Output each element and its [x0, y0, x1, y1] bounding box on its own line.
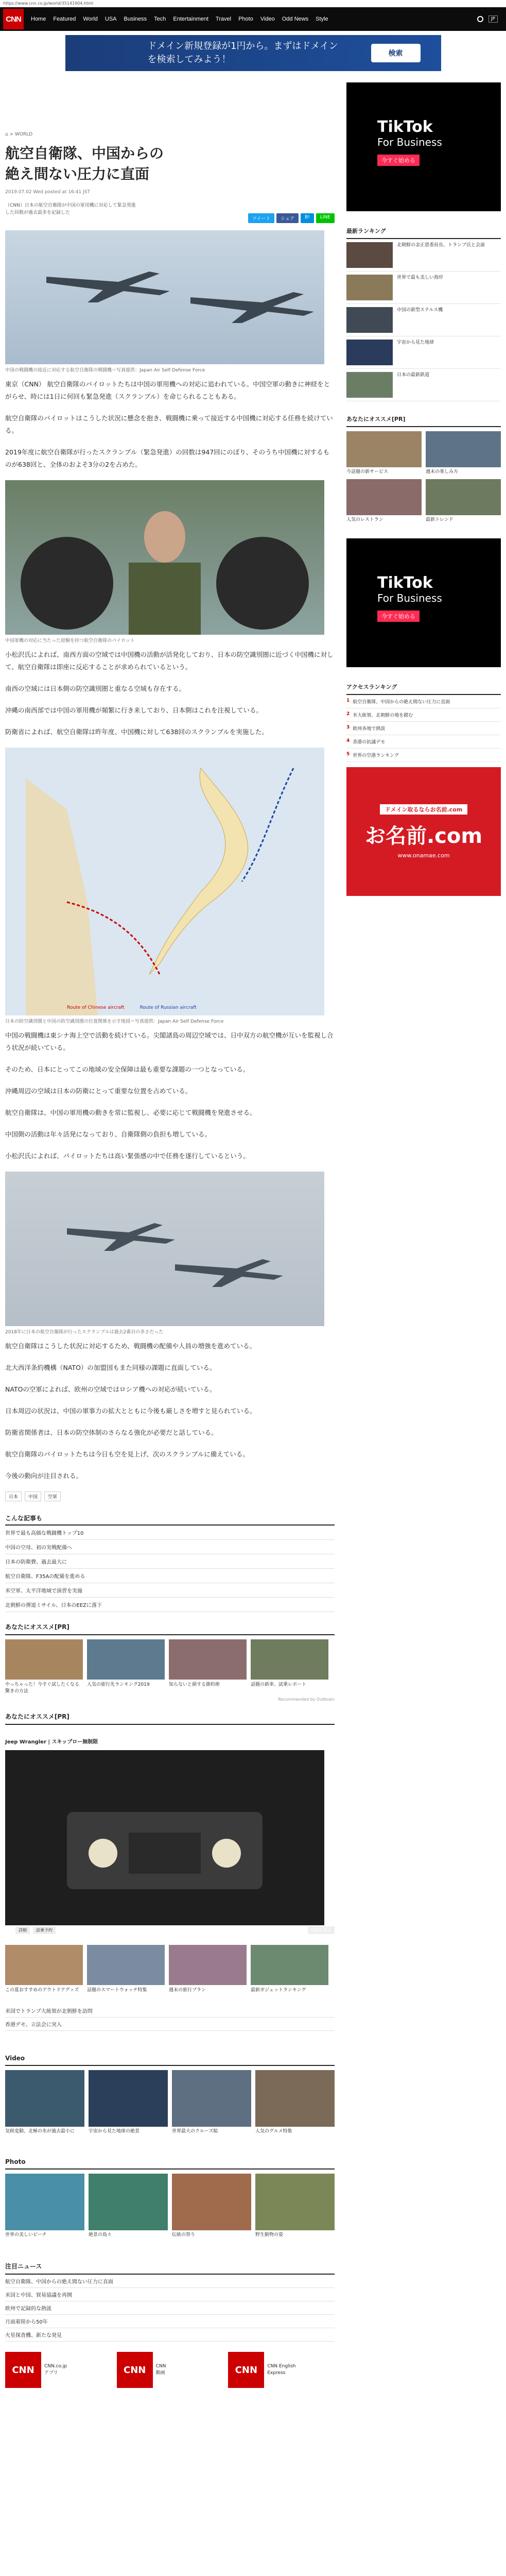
photo-caption: 日本の防空識別圏と中国の防空識別圏の位置関係を示す地図＝写真提供：Japan Air Self Defense Force	[5, 1019, 224, 1024]
article-paragraph: 航空自衛隊はこうした状況に対応するため、戦闘機の配備や人員の増強を進めている。	[5, 1342, 256, 1350]
access-item[interactable]	[346, 722, 501, 735]
ranking-text: 中国の新型ステルス機	[397, 308, 443, 313]
onamae-url: www.onamae.com	[397, 852, 450, 859]
access-item[interactable]	[346, 749, 501, 762]
nav-item[interactable]: USA	[104, 16, 117, 22]
banner-ad-line: を検索してみよう！	[147, 54, 231, 65]
video-text: 気候変動、北極の氷が過去最小に	[5, 2129, 75, 2134]
nav-item[interactable]: Entertainment	[173, 16, 208, 22]
photo-card[interactable]	[89, 2174, 168, 2238]
jeep-tag[interactable]: 詳細	[15, 1926, 30, 1934]
app-line: アプリ	[44, 2370, 58, 2376]
pr-text: 人気のレストラン	[346, 517, 383, 522]
article-paragraph: 小松沢氏によれば、南西方面の空域では中国機の活動が活発化しており、日本の防空識別圏に近づく中国機に対して、航空自衛隊は即座に反応することが求められているという。	[5, 651, 334, 671]
app-line: Express	[267, 2370, 286, 2376]
article-paragraph: 小松沢氏によれば、パイロットたちは高い緊張感の中で任務を遂行しているという。	[5, 1152, 250, 1160]
photo-text: 伝統の祭り	[172, 2232, 196, 2238]
recommend3-row	[5, 1945, 335, 1994]
tiktok-cta[interactable]: 今すぐ始める	[377, 611, 420, 622]
recommend-image	[251, 1639, 328, 1680]
tiktok-title: TikTok	[377, 574, 433, 592]
recommend-card[interactable]	[5, 1945, 83, 1994]
article-paragraph: 中国側の活動は年々活発になっており、自衛隊側の負担も増している。	[5, 1130, 212, 1138]
pr-card[interactable]	[426, 479, 501, 523]
recommend-text: 週末の旅行プラン	[169, 1988, 206, 1993]
main-column	[0, 75, 335, 2388]
ranking-thumb	[346, 275, 393, 300]
twitter-share-button[interactable]: ツイート	[248, 213, 275, 223]
ranking-item[interactable]	[346, 272, 501, 304]
related-title: こんな記事も	[5, 1512, 335, 1526]
video-card[interactable]	[255, 2070, 335, 2134]
map-illustration	[5, 748, 324, 1015]
photo-title: Photo	[5, 2155, 335, 2170]
recommend-card[interactable]	[169, 1945, 247, 1994]
pr-card[interactable]	[346, 431, 422, 475]
access-item[interactable]	[346, 708, 501, 722]
top-banner-ad	[0, 31, 506, 75]
nav-item[interactable]: Home	[31, 16, 46, 22]
app-text	[44, 2363, 67, 2377]
url-bar[interactable]: https://www.cnn.co.jp/world/35141904.html	[0, 0, 506, 7]
banner-ad-line: ドメイン新規登録が1円から。まずはドメイン	[147, 41, 338, 52]
tiktok-subtitle: For Business	[377, 592, 442, 604]
photo-card[interactable]	[5, 2174, 84, 2238]
photo-text: 野生動物の姿	[255, 2232, 284, 2238]
recommend-image	[5, 1945, 83, 1985]
recommend-text: 最新ガジェットランキング	[251, 1988, 306, 1993]
nav-item[interactable]: Photo	[238, 16, 253, 22]
recommend-image	[5, 1639, 83, 1680]
recommend-image	[169, 1945, 247, 1985]
hatena-share-button[interactable]: B!	[301, 213, 314, 223]
related-articles	[5, 1512, 335, 1612]
tiktok-ad-content	[346, 82, 501, 166]
photo-caption: 中国軍機の対応に当たった経験を持つ航空自衛隊のパイロット	[5, 638, 135, 643]
latest-list	[5, 2275, 335, 2342]
related-item[interactable]: 米空軍、太平洋地域で演習を実施	[5, 1583, 335, 1598]
line-share-button[interactable]: LINE	[316, 213, 335, 223]
recommend-image	[87, 1639, 165, 1680]
edition-selector[interactable]: JP	[488, 15, 498, 23]
teaser-line: （CNN）日本の航空自衛隊が中国の軍用機に対応して緊急発進	[5, 203, 136, 208]
rank-text: 世界の空港ランキング	[353, 753, 399, 758]
article-paragraph: 今後の動向が注目される。	[5, 1472, 83, 1480]
ranking-list	[346, 224, 501, 401]
ranking-thumb	[346, 307, 393, 333]
app-text	[267, 2363, 295, 2377]
article-paragraph: 沖縄周辺の空域は日本の防衛にとって重要な位置を占めている。	[5, 1087, 192, 1095]
article-paragraph: 沖縄の南西部では中国の軍用機が頻繁に行き来しており、日本側はこれを注視している。	[5, 706, 263, 714]
main-menu	[31, 16, 328, 22]
app-icon: CNN	[117, 2352, 153, 2388]
recommend-card[interactable]	[5, 1639, 83, 1695]
photo-text: 世界の美しいビーチ	[5, 2232, 47, 2238]
jeep-ad-image	[5, 1750, 324, 1925]
pr-thumb	[346, 479, 422, 515]
ranking-text: 宇宙から見た地球	[397, 340, 434, 345]
jeep-ad-bar	[5, 1925, 335, 1935]
recommend-card[interactable]	[251, 1945, 328, 1994]
latest-title: 注目ニュース	[5, 2259, 335, 2275]
tiktok-ad-content	[346, 538, 501, 622]
recommend2-title: あなたにオススメ[PR]	[5, 1709, 335, 1725]
app-line: 動画	[155, 2370, 165, 2376]
news-item[interactable]: 米国でトランプ大統領が北朝鮮を訪問	[5, 2004, 335, 2018]
article-paragraph: 日本周辺の状況は、中国の軍事力の拡大とともに今後も厳しさを増すと見られている。	[5, 1407, 256, 1415]
cnn-logo[interactable]: CNN	[3, 9, 24, 29]
jeep-illustration	[5, 1750, 324, 1925]
breadcrumb: ⌂ > WORLD	[5, 132, 33, 137]
bottom-news-list	[5, 2004, 335, 2031]
app-icon: CNN	[5, 2352, 41, 2388]
nav-item[interactable]: Featured	[53, 16, 76, 22]
video-thumb	[172, 2070, 251, 2127]
ranking-title: 最新ランキング	[346, 224, 501, 239]
article-photo-jets	[5, 230, 324, 364]
video-text: 人気のグルメ特集	[255, 2129, 292, 2134]
legend-russian: Route of Russian aircraft	[139, 1005, 197, 1010]
video-title: Video	[5, 2052, 335, 2066]
recommend-image	[87, 1945, 165, 1985]
ranking-text: 世界で最も美しい海岸	[397, 275, 444, 280]
onamae-ad[interactable]	[346, 767, 501, 896]
jeep-ad[interactable]	[5, 1735, 335, 1935]
article-paragraph: 航空自衛隊は、中国の軍用機の動きを常に監視し、必要に応じて戦闘機を発進させる。	[5, 1109, 256, 1116]
map-legend	[67, 1005, 197, 1010]
ranking-item[interactable]	[346, 336, 501, 369]
jets2-illustration	[5, 1172, 324, 1326]
photo-grid	[5, 2174, 335, 2238]
app-line: CNN English	[267, 2364, 296, 2369]
rank-number: 5	[346, 752, 350, 757]
ranking-item[interactable]	[346, 239, 501, 272]
app-text	[156, 2363, 166, 2377]
tag-list	[5, 1492, 335, 1501]
recommend-image	[251, 1945, 328, 1985]
tag[interactable]: 空軍	[44, 1492, 61, 1501]
article-paragraph: 北大西洋条約機構（NATO）の加盟国もまた同様の課題に直面している。	[5, 1364, 216, 1371]
banner-ad-box[interactable]	[65, 35, 441, 71]
photo-thumb	[172, 2174, 251, 2230]
article-paragraph: 航空自衛隊のパイロットはこうした状況に懸念を抱き、戦闘機に乗って接近する中国機に対応する任務を続けている。	[5, 414, 333, 434]
tiktok-ad[interactable]	[346, 82, 501, 211]
recommend-image	[169, 1639, 247, 1680]
pr-card[interactable]	[426, 431, 501, 475]
ranking-thumb	[346, 372, 393, 398]
recommend-card[interactable]	[169, 1639, 247, 1695]
related-item[interactable]: 航空自衛隊、F35Aの配備を進める	[5, 1569, 335, 1583]
search-icon[interactable]	[477, 16, 483, 22]
pr-card[interactable]	[346, 479, 422, 523]
nav-item[interactable]: Travel	[215, 16, 232, 22]
facebook-share-button[interactable]: シェア	[276, 213, 299, 223]
tiktok-subtitle: For Business	[377, 136, 442, 148]
nav-item[interactable]: Style	[316, 16, 328, 22]
article-paragraph: 南西の空域には日本側の防空識別圏と重なる空域も存在する。	[5, 685, 186, 692]
article-paragraph: 中国の戦闘機は東シナ海上空で活動を続けている。尖閣諸島の周辺空域では、日中双方の航空機が互いを監視し合う状況が続いている。	[5, 1031, 334, 1052]
video-thumb	[255, 2070, 335, 2127]
access-item[interactable]	[346, 735, 501, 749]
pr-text: 今話題の新サービス	[346, 469, 389, 474]
recommend-text: 話題のスマートウォッチ特集	[87, 1988, 147, 1993]
article-photo-jets2	[5, 1172, 324, 1326]
photo-card[interactable]	[255, 2174, 335, 2238]
photo-card[interactable]	[172, 2174, 251, 2238]
app-promos	[5, 2352, 335, 2388]
ranking-text: 北朝鮮の金正恩委員長、トランプ氏と会談	[397, 243, 485, 248]
sidebar	[346, 75, 501, 2388]
access-item[interactable]	[346, 695, 501, 708]
pr-thumb	[426, 431, 501, 467]
nav-item[interactable]: Tech	[154, 16, 166, 22]
recommend-text: 知らないと損する節約術	[169, 1682, 220, 1687]
video-card[interactable]	[5, 2070, 84, 2134]
tiktok-title: TikTok	[377, 118, 433, 136]
photo-thumb	[5, 2174, 84, 2230]
video-card[interactable]	[89, 2070, 168, 2134]
nav-item[interactable]: Video	[260, 16, 275, 22]
app-promo[interactable]	[117, 2352, 223, 2388]
article-paragraph: 2019年度に航空自衛隊が行ったスクランブル（緊急発進）の回数は947回にのぼり、そのうち中国機に対するものが638回と、全体のおよそ3分の2を占めた。	[5, 448, 330, 468]
article-paragraph: そのため、日本にとってこの地域の安全保障は最も重要な課題の一つとなっている。	[5, 1065, 250, 1073]
sidebar-pr-title: あなたにオススメ[PR]	[346, 412, 501, 427]
photo-thumb	[89, 2174, 168, 2230]
teaser-line: した回数が過去最多を記録した	[5, 210, 71, 215]
news-item[interactable]: 香港デモ、立法会に突入	[5, 2018, 335, 2031]
app-line: CNN.co.jp	[44, 2364, 67, 2369]
recommend-card[interactable]	[87, 1639, 165, 1695]
article-map	[5, 748, 324, 1015]
related-item[interactable]: 日本の防衛費、過去最大に	[5, 1554, 335, 1569]
video-text: 世界最大のクルーズ船	[172, 2129, 218, 2134]
nav-item[interactable]: Odd News	[282, 16, 309, 22]
tag[interactable]: 中国	[25, 1492, 41, 1501]
rank-number: 2	[346, 711, 350, 717]
home-icon[interactable]: ⌂	[5, 132, 8, 137]
article-paragraph: NATOの空軍によれば、欧州の空域ではロシア機への対応が続いている。	[5, 1385, 216, 1393]
recommend-title: あなたにオススメ[PR]	[5, 1619, 335, 1635]
article-date: 2019.07.02 Wed posted at 16:41 JST	[5, 190, 90, 195]
app-promo[interactable]	[228, 2352, 335, 2388]
banner-ad-text	[148, 40, 338, 66]
video-card[interactable]	[172, 2070, 251, 2134]
ranking-thumb	[346, 242, 393, 268]
article-paragraph: 防衛省によれば、航空自衛隊は昨年度、中国機に対して638回のスクランブルを実施した。	[5, 728, 268, 736]
rank-text: 航空自衛隊、中国からの絶え間ない圧力に直面	[353, 700, 450, 705]
recommend-row	[5, 1639, 335, 1695]
tag[interactable]: 日本	[5, 1492, 22, 1501]
nav-item[interactable]: World	[83, 16, 98, 22]
article-photo-pilot	[5, 480, 324, 635]
access-ranking	[346, 680, 501, 762]
recommend-text: やっちゃった！今すぐ試したくなる驚きの方法	[5, 1682, 80, 1694]
access-title: アクセスランキング	[346, 680, 501, 695]
onamae-label: ドメイン取るならお名前.com	[380, 804, 467, 815]
tiktok-cta[interactable]: 今すぐ始める	[377, 155, 420, 166]
jeep-ad-title: Jeep Wrangler | スキップロー無制限	[5, 1739, 98, 1745]
photo-thumb	[255, 2174, 335, 2230]
article-paragraph: 東京（CNN） 航空自衛隊のパイロットたちは中国の軍用機への対応に追われている。中国空軍の動きに神経をとがらせ、時には1日に何回も緊急発進（スクランブル）を命じられることもある。	[5, 380, 330, 400]
pr-text: 週末の楽しみ方	[426, 469, 459, 474]
tiktok-ad-2[interactable]	[346, 538, 501, 667]
sidebar-pr	[346, 412, 501, 523]
latest-item[interactable]: 火星探査機、新たな発見	[5, 2328, 335, 2342]
rank-number: 4	[346, 738, 350, 743]
pilot-illustration	[5, 480, 324, 635]
recommend-text: 人気の旅行先ランキング2019	[87, 1682, 150, 1687]
video-grid	[5, 2070, 335, 2134]
ranking-item[interactable]	[346, 369, 501, 401]
legend-chinese: Route of Chinese aircraft	[67, 1005, 125, 1010]
latest-item[interactable]: 米国と中国、貿易協議を再開	[5, 2288, 335, 2301]
related-item[interactable]: 北朝鮮の弾道ミサイル、日本のEEZに落下	[5, 1598, 335, 1612]
latest-item[interactable]: 航空自衛隊、中国からの絶え間ない圧力に直面	[5, 2275, 335, 2288]
banner-ad-button[interactable]: 検索	[371, 44, 421, 62]
app-promo[interactable]	[5, 2352, 112, 2388]
recommend-text: この夏おすすめのアウトドアグッズ	[5, 1988, 79, 1993]
related-item[interactable]: 中国の空母、初の実戦配備へ	[5, 1540, 335, 1554]
related-item[interactable]: 世界で最も高価な戦闘機トップ10	[5, 1526, 335, 1540]
onamae-brand: お名前.com	[364, 824, 483, 848]
latest-item[interactable]: 月面着陸から50年	[5, 2315, 335, 2328]
jets-illustration	[5, 230, 324, 364]
rank-text: 欧州各地で熱波	[353, 726, 386, 732]
recommend-card[interactable]	[87, 1945, 165, 1994]
rank-number: 3	[346, 725, 350, 730]
ranking-text: 日本の最新鉄道	[397, 372, 430, 378]
pr-thumb	[346, 431, 422, 467]
outbrain-credit[interactable]: Recommended by Outbrain	[277, 1697, 335, 1702]
sidebar-pr-grid	[346, 431, 501, 523]
rank-number: 1	[346, 698, 350, 703]
rank-text: 米大統領、北朝鮮の地を踏む	[353, 713, 413, 718]
photo-caption: 2018年に日本の航空自衛隊が行ったスクランブルは過去2番目の多さだった	[5, 1330, 164, 1335]
recommend-card[interactable]	[251, 1639, 328, 1695]
video-thumb	[5, 2070, 84, 2127]
video-thumb	[89, 2070, 168, 2127]
article-paragraph: 防衛省関係者は、日本の防空体制のさらなる強化が必要だと話している。	[5, 1429, 218, 1436]
jeep-cta-button[interactable]: 詳細を見る	[308, 1926, 335, 1934]
nav-item[interactable]: Business	[124, 16, 147, 22]
top-nav	[0, 7, 506, 31]
video-text: 宇宙から見た地球の絶景	[89, 2129, 140, 2134]
article-title: 航空自衛隊、中国からの絶え間ない圧力に直面	[5, 145, 164, 182]
app-line: CNN	[155, 2364, 166, 2369]
latest-item[interactable]: 欧州で記録的な熱波	[5, 2301, 335, 2315]
breadcrumb-world[interactable]: WORLD	[14, 132, 33, 137]
rank-text: 香港の抗議デモ	[353, 740, 386, 745]
pr-thumb	[426, 479, 501, 515]
app-icon: CNN	[228, 2352, 264, 2388]
ranking-thumb	[346, 340, 393, 365]
pr-text: 最新トレンド	[426, 517, 453, 522]
ranking-item[interactable]	[346, 304, 501, 336]
article-paragraph: 航空自衛隊のパイロットたちは今日も空を見上げ、次のスクランブルに備えている。	[5, 1450, 249, 1458]
nav-right	[477, 15, 506, 23]
photo-caption: 中国の戦闘機の接近に対応する航空自衛隊の戦闘機＝写真提供：Japan Air Self Defense Force	[5, 368, 205, 373]
recommend-text: 話題の新車、試乗レポート	[251, 1682, 307, 1687]
jeep-tag[interactable]: 試乗予約	[33, 1926, 56, 1934]
photo-text: 絶景の島々	[89, 2232, 112, 2238]
